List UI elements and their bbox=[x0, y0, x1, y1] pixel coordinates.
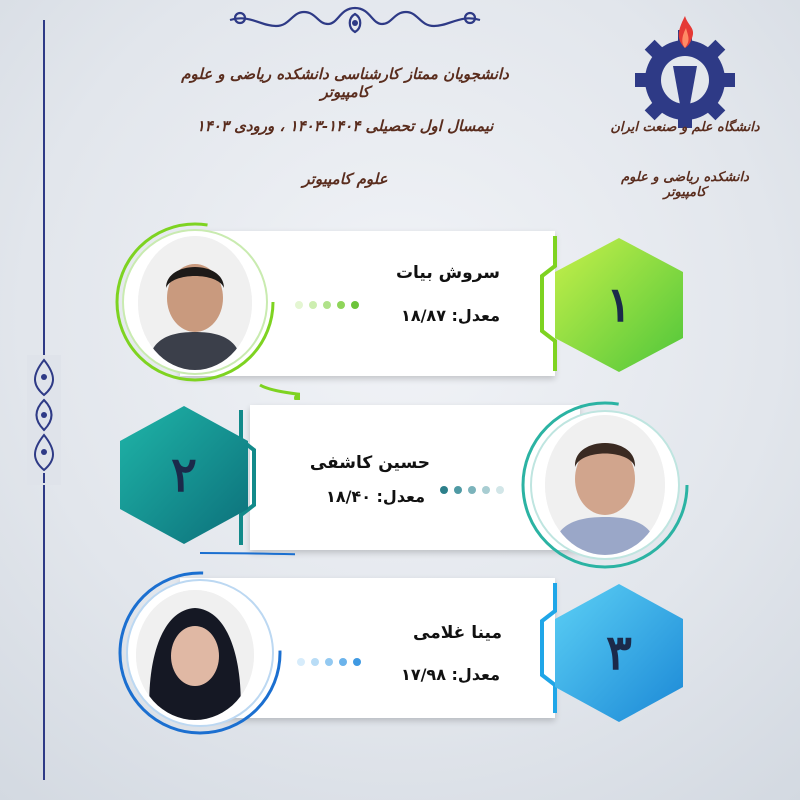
student-photo bbox=[545, 415, 665, 555]
student-average: معدل: ۱۸/۴۰ bbox=[326, 487, 425, 506]
student-name: حسین کاشفی bbox=[309, 453, 430, 473]
rank-number: ۱ bbox=[606, 277, 632, 333]
student-average: معدل: ۱۸/۸۷ bbox=[401, 306, 500, 325]
ornament-left-icon bbox=[27, 355, 61, 485]
student-average: معدل: ۱۷/۹۸ bbox=[401, 665, 500, 684]
student-name: مینا غلامی bbox=[413, 623, 502, 643]
rank-number: ۳ bbox=[606, 625, 632, 681]
rank-number: ۲ bbox=[171, 447, 197, 503]
rank-badge-2 bbox=[118, 404, 250, 546]
faculty-name: دانشکده ریاضی و علوم کامپیوتر bbox=[621, 170, 749, 200]
progress-dots bbox=[440, 486, 504, 494]
student-photo bbox=[138, 236, 252, 370]
progress-dots bbox=[297, 658, 361, 666]
ornament-top-icon bbox=[220, 4, 490, 36]
header-title-line2: نیمسال اول تحصیلی ۱۴۰۴-۱۴۰۳ ، ورودی ۱۴۰۳ bbox=[196, 117, 494, 135]
university-logo-icon bbox=[630, 8, 740, 128]
student-name: سروش بیات bbox=[395, 263, 500, 283]
progress-dots bbox=[295, 301, 359, 309]
header-title-line3: علوم کامپیوتر bbox=[302, 170, 388, 188]
rank-badge-3 bbox=[553, 582, 685, 724]
rank-badge-1 bbox=[553, 236, 685, 374]
university-name: دانشگاه علم و صنعت ایران bbox=[610, 120, 760, 135]
header-title-line1: دانشجویان ممتاز کارشناسی دانشکده ریاضی و علوم کامپیوتر bbox=[181, 65, 509, 101]
student-photo bbox=[136, 590, 254, 720]
